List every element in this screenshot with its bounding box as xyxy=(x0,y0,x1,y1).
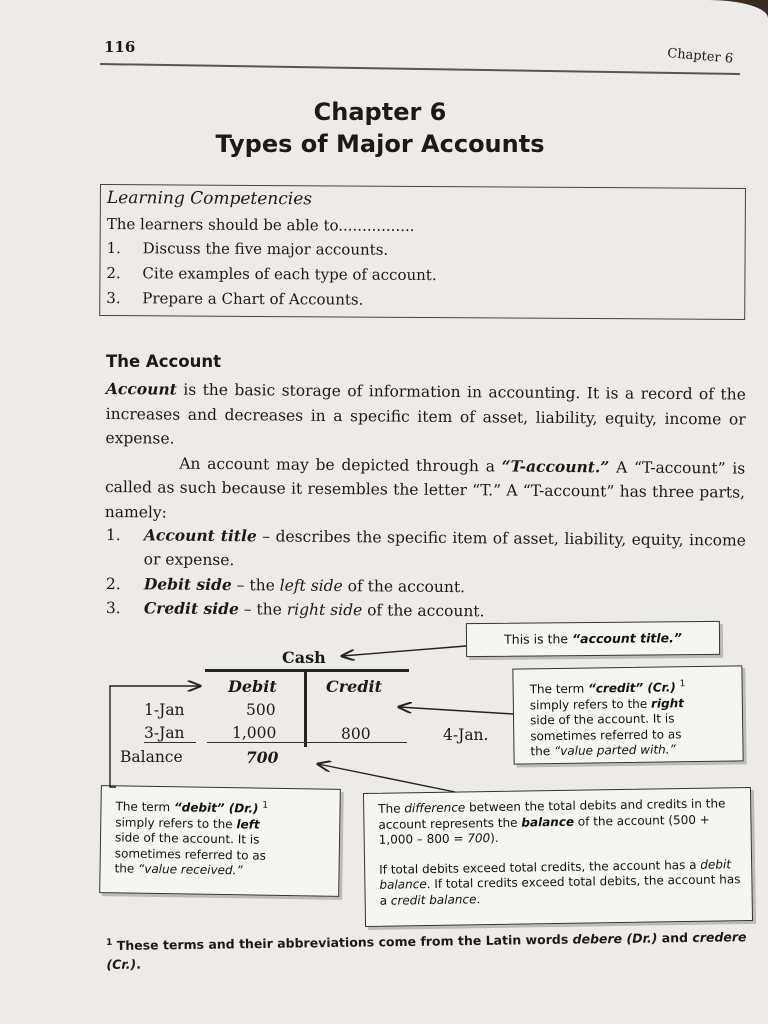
part-term: Account title xyxy=(143,525,257,546)
callout-text: side of the account. It is xyxy=(114,830,260,847)
item-text: Discuss the five major accounts. xyxy=(142,239,389,259)
part-sep: – xyxy=(238,600,257,619)
callout-text: . If total credits exceed total debits, the account has a xyxy=(379,872,741,908)
part-emphasis: right side xyxy=(286,600,363,620)
arrow-to-debit-side xyxy=(110,686,200,787)
t-account-title: Cash xyxy=(282,648,326,667)
callout-emphasis: left xyxy=(236,816,260,832)
callout-text: the xyxy=(530,744,555,759)
callout-emphasis: “value received.” xyxy=(137,861,243,878)
item-number: 1. xyxy=(106,239,121,258)
callout-text: This is the xyxy=(504,631,573,647)
callout-text: between the total debits and credits in the account represents the xyxy=(378,796,726,832)
credit-amount: 800 xyxy=(341,725,371,743)
part-description: the xyxy=(256,600,287,619)
part-description: the xyxy=(249,576,280,595)
arrow-to-account-title xyxy=(342,646,466,656)
credit-header: Credit xyxy=(326,677,382,696)
callout-text: The term xyxy=(115,799,175,815)
page-number: 116 xyxy=(104,38,136,56)
item-number: 2. xyxy=(106,264,121,283)
credit-date: 4-Jan. xyxy=(443,726,489,744)
footnote-emphasis: debere (Dr.) xyxy=(572,930,658,947)
item-number: 3. xyxy=(106,289,121,308)
callout-emphasis: right xyxy=(650,695,685,711)
callout-emphasis: “credit” (Cr.) xyxy=(587,680,676,696)
callout-text: sometimes referred to as xyxy=(114,845,267,863)
callout-text: sometimes referred to as xyxy=(530,726,682,743)
chapter-title: Types of Major Accounts xyxy=(215,130,545,158)
competencies-intro: The learners should be able to................ xyxy=(106,215,415,235)
callout-text: of the account (500 + 1,000 – 800 = xyxy=(378,812,710,847)
footnote-ref: 1 xyxy=(679,679,686,690)
defined-term: Account xyxy=(105,378,177,399)
row-label: 1-Jan xyxy=(144,701,185,719)
item-text: Cite examples of each type of account. xyxy=(142,264,437,285)
t-account-term: “T-account.” xyxy=(501,455,610,476)
callout-text: simply refers to the xyxy=(529,696,652,712)
callout-text: ). xyxy=(490,830,499,846)
part-number: 3. xyxy=(105,598,121,618)
callout-emphasis: credit balance xyxy=(390,891,477,908)
callout-emphasis: “account title.” xyxy=(571,630,682,647)
callout-emphasis: 700 xyxy=(467,831,491,846)
row-label: Balance xyxy=(120,748,183,766)
debit-amount: 500 xyxy=(246,701,276,719)
balance-amount: 700 xyxy=(246,748,279,767)
paragraph-text: A “T-account” is called as such because it resembles the letter “T.” A “T-account” has three parts, namely: xyxy=(104,457,746,522)
arrow-to-balance xyxy=(318,764,455,792)
part-number: 1. xyxy=(105,525,121,545)
part-term: Credit side xyxy=(143,598,239,619)
debit-amount: 1,000 xyxy=(207,724,407,743)
callout-text: side of the account. It is xyxy=(529,711,675,728)
callout-emphasis: “value parted with.” xyxy=(553,742,676,759)
callout-emphasis: difference xyxy=(404,800,466,816)
part-description: describes the specific item of asset, liability, equity, income or expense. xyxy=(143,527,746,570)
running-header: Chapter 6 xyxy=(666,46,734,67)
part-number: 2. xyxy=(105,574,121,594)
callout-text: The xyxy=(378,801,405,816)
callout-text: . xyxy=(476,891,481,906)
part-description: of the account. xyxy=(342,577,466,597)
footnote-mark: 1 xyxy=(106,937,113,948)
callout-text: the xyxy=(114,861,139,876)
part-description: of the account. xyxy=(362,601,485,621)
definition-text: is the basic storage of information in accounting. It is a record of the increases and decreases in a specific item of asset, liability, equity, income or expense. xyxy=(105,380,746,448)
chapter-number: Chapter 6 xyxy=(313,98,447,126)
callout-text: simply refers to the xyxy=(115,814,237,831)
paragraph-text: An account may be depicted through a xyxy=(179,454,502,475)
callout-emphasis: balance xyxy=(521,814,575,830)
part-emphasis: left side xyxy=(279,576,343,596)
footnote-text: and xyxy=(657,929,693,946)
part-sep: – xyxy=(231,576,250,595)
section-heading: The Account xyxy=(106,352,221,371)
item-text: Prepare a Chart of Accounts. xyxy=(142,289,364,309)
callout-text: If total debits exceed total credits, the account has a xyxy=(379,857,701,877)
part-sep: – xyxy=(256,527,276,546)
arrow-to-credit-side xyxy=(399,707,513,714)
part-term: Debit side xyxy=(143,574,232,595)
row-label: 3-Jan xyxy=(144,724,196,743)
callout-emphasis: debit balance xyxy=(379,856,732,892)
competencies-heading: Learning Competencies xyxy=(106,188,313,210)
footnote-emphasis: credere (Cr.) xyxy=(106,929,747,973)
callout-text: The term xyxy=(529,681,589,697)
footnote-text: . xyxy=(136,956,142,972)
footnote-text: These terms and their abbreviations come from the Latin words xyxy=(112,931,573,954)
footnote-ref: 1 xyxy=(262,800,269,811)
callout-emphasis: “debit” (Dr.) xyxy=(173,800,259,816)
debit-header: Debit xyxy=(228,677,277,696)
